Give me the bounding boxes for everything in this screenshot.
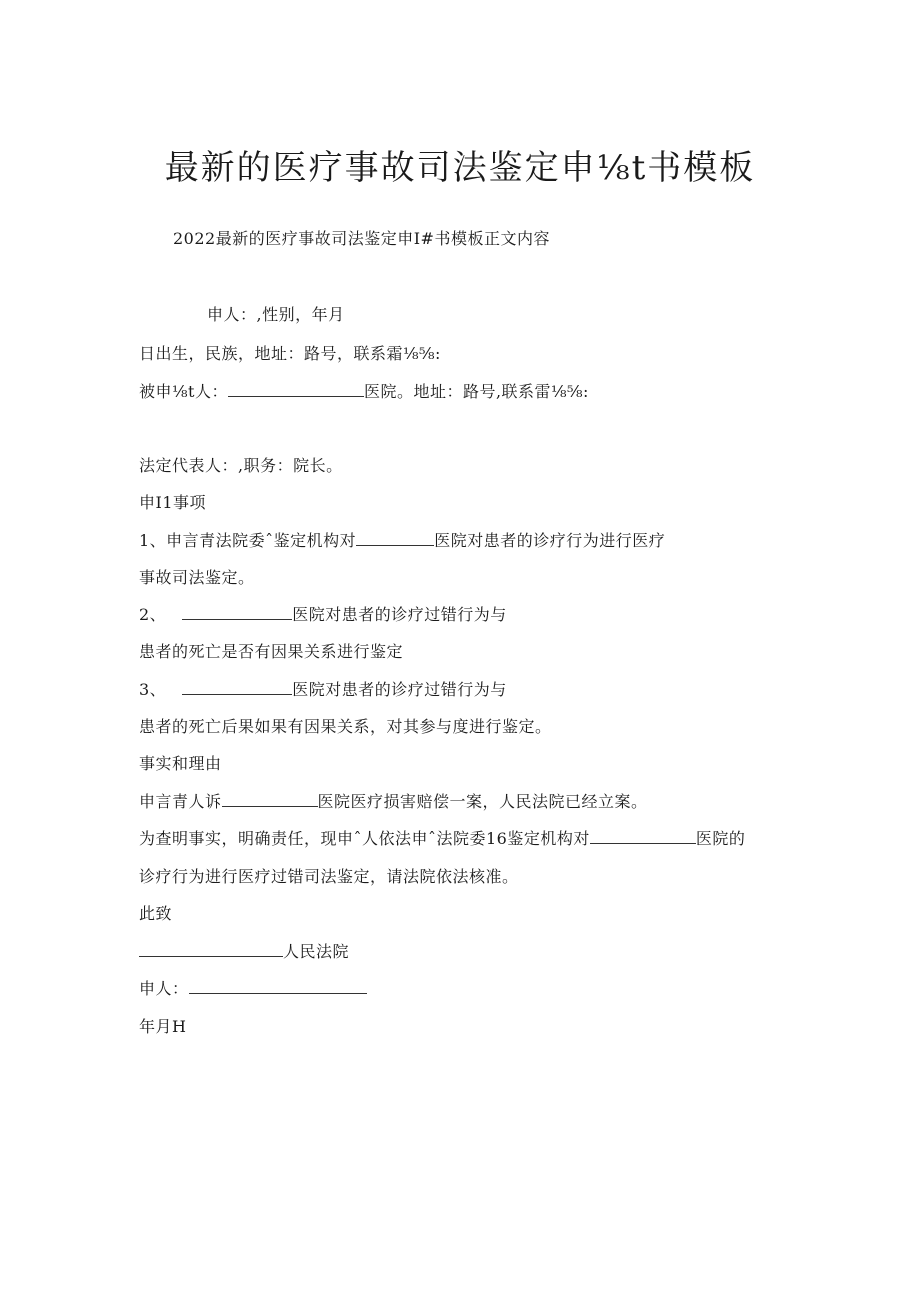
matter-item-2-suffix: 医院对患者的诊疗过错行为与 xyxy=(292,605,507,624)
hospital-blank-5 xyxy=(590,829,696,844)
matter-item-1-continuation: 事故司法鉴定。 xyxy=(139,568,255,587)
facts-paragraph-1 xyxy=(139,791,648,813)
court-name-blank xyxy=(139,942,283,957)
applicant-line-1: 申人：,性别，年月 xyxy=(207,305,345,324)
respondent-address: 医院。地址：路号,联系雷⅛⅝: xyxy=(363,382,589,401)
hospital-blank-1 xyxy=(356,531,434,546)
facts-paragraph-3: 诊疗行为进行医疗过错司法鉴定，请法院依法核准。 xyxy=(139,867,519,886)
court-suffix: 人民法院 xyxy=(283,942,350,961)
facts-paragraph-2 xyxy=(139,828,745,850)
facts-paragraph-2-suffix: 医院的 xyxy=(695,829,746,848)
respondent-label: 被申⅛t人： xyxy=(139,382,228,401)
signer-label: 申人： xyxy=(139,979,189,998)
document-title: 最新的医疗事故司法鉴定申⅛t书模板 xyxy=(164,148,756,188)
closing-salutation: 此致 xyxy=(139,904,173,923)
applicant-line-2: 日出生，民族，地址：路号，联系霜⅛⅝: xyxy=(139,344,441,363)
signer-line xyxy=(139,978,367,1000)
matter-item-3 xyxy=(139,679,507,701)
matter-item-1-prefix: 1、申言青法院委ˆ鉴定机构对 xyxy=(139,531,357,550)
facts-paragraph-1-prefix: 申言青人诉 xyxy=(139,792,222,811)
legal-representative-line: 法定代表人：,职务：院长。 xyxy=(139,456,343,475)
matter-item-1-suffix: 医院对患者的诊疗行为进行医疗 xyxy=(434,531,666,550)
document-subtitle: 2022最新的医疗事故司法鉴定申I#书模板正文内容 xyxy=(173,229,550,248)
hospital-blank-2 xyxy=(182,605,292,620)
matter-item-2-continuation: 患者的死亡是否有因果关系进行鉴定 xyxy=(139,642,404,661)
matter-item-2-prefix: 2、 xyxy=(139,605,167,624)
matter-item-3-continuation: 患者的死亡后果如果有因果关系，对其参与度进行鉴定。 xyxy=(139,717,552,736)
court-line xyxy=(139,941,349,963)
facts-paragraph-1-suffix: 医院医疗损害赔偿一案，人民法院已经立案。 xyxy=(317,792,648,811)
respondent-name-blank xyxy=(228,382,364,397)
matter-item-2 xyxy=(139,604,507,626)
matters-heading: 申I1事项 xyxy=(139,493,207,512)
respondent-line xyxy=(139,381,589,403)
signature-blank xyxy=(189,979,367,994)
matter-item-3-prefix: 3、 xyxy=(139,680,167,699)
matter-item-3-suffix: 医院对患者的诊疗过错行为与 xyxy=(292,680,507,699)
facts-heading: 事实和理由 xyxy=(139,754,222,773)
matter-item-1 xyxy=(139,530,665,552)
date-line: 年月H xyxy=(139,1017,187,1036)
hospital-blank-3 xyxy=(182,680,292,695)
hospital-blank-4 xyxy=(222,792,318,807)
facts-paragraph-2-prefix: 为查明事实，明确责任，现申ˆ人依法申ˆ法院委16鉴定机构对 xyxy=(139,829,590,848)
